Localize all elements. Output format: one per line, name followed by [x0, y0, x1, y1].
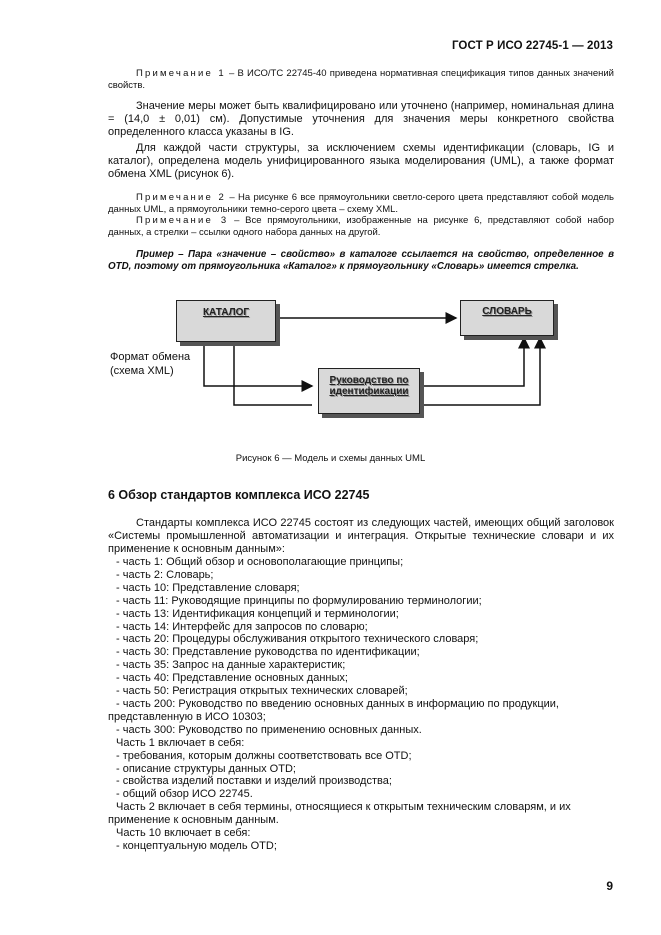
document-header: ГОСТ Р ИСО 22745-1 — 2013 [451, 40, 613, 52]
page-number: 9 [606, 879, 613, 893]
guide-label-line1: Руководство по [329, 375, 409, 386]
list-item: - часть 300: Руководство по применению основных данных. [116, 723, 422, 736]
guide-box [318, 368, 420, 414]
dictionary-box [460, 300, 554, 336]
list-item: - общий обзор ИСО 22745. [116, 788, 253, 801]
note-3-text: – Все прямоугольники, изображенные на рисунке 6, представляют собой набор данных, а стрелки – ссылки одного набора данных на другой. [108, 215, 614, 238]
note-3-label: Примечание 3 [136, 215, 229, 226]
example-body: Пример – Пара «значение – свойство» в каталоге ссылается на свойство, определенное в OTD, поэтому от прямоугольника «Каталог» к прямоугольнику «Словарь» имеется стрелка. [108, 249, 614, 272]
arrow-guide-to-dictionary-2 [418, 338, 540, 405]
list-item: - требования, которым должны соответствовать все OTD; [116, 749, 412, 762]
dictionary-label: СЛОВАРЬ [482, 306, 532, 317]
catalog-box [176, 300, 276, 342]
paragraph-measure-value: Значение меры может быть квалифицировано или уточнено (например, номинальная длина = (14,0 ± 0,01) см). Допустимые уточнения для значения меры конкретного свойства определенного класса указаны в IG. [108, 100, 614, 138]
part1-intro: Часть 1 включает в себя: [116, 736, 245, 749]
part10-intro: Часть 10 включает в себя: [116, 827, 251, 840]
figure-caption: Рисунок 6 — Модель и схемы данных UML [235, 453, 426, 464]
list-item: - часть 14: Интерфейс для запросов по словарю; [116, 620, 368, 633]
arrow-catalog-to-guide [204, 345, 312, 386]
list-item: - часть 200: Руководство по введению основных данных в информацию по продукции, представленную в ИСО 10303; [108, 697, 559, 723]
list-item: - часть 20: Процедуры обслуживания открытого технического словаря; [116, 633, 479, 646]
list-item: - описание структуры данных OTD; [116, 762, 296, 775]
line-catalog-to-guide-lower [234, 345, 312, 405]
note-1-label: Примечание 1 [136, 68, 226, 79]
part2-text: Часть 2 включает в себя термины, относящиеся к открытым техническим словарям, и их применение к основным данным. [108, 801, 571, 827]
guide-label-line2: идентификации [329, 386, 409, 397]
exchange-format-line2: (схема XML) [110, 365, 174, 377]
list-item: - концептуальную модель OTD; [116, 839, 277, 852]
list-item: - часть 11: Руководящие принципы по формулированию терминологии; [116, 594, 482, 607]
list-item: - часть 50: Регистрация открытых технических словарей; [116, 685, 408, 698]
list-item: - часть 1: Общий обзор и основополагающие принципы; [116, 556, 404, 568]
list-item: - часть 40: Представление основных данных; [116, 672, 348, 685]
list-item: - часть 10: Представление словаря; [116, 581, 300, 594]
arrow-guide-to-dictionary [418, 338, 524, 386]
exchange-format-line1: Формат обмена [110, 351, 191, 363]
section-intro: Стандарты комплекса ИСО 22745 состоят из следующих частей, имеющих общий заголовок «Системы промышленной автоматизации и интеграция. Открытые технические словари и их применение к основным данным»: [108, 517, 614, 555]
list-item: - часть 35: Запрос на данные характеристик; [116, 659, 346, 672]
list-item: - часть 13: Идентификация концепций и терминологии; [116, 607, 399, 620]
list-item: - часть 2: Словарь; [116, 568, 214, 581]
paragraph-uml-model: Для каждой части структуры, за исключением схемы идентификации (словарь, IG и каталог), определена модель унифицированного языка моделирования (UML), а также формат обмена XML (рисунок 6). [108, 142, 614, 180]
section-title: 6 Обзор стандартов комплекса ИСО 22745 [108, 488, 370, 502]
list-item: - свойства изделий поставки и изделий производства; [116, 775, 392, 788]
note-1-text: – В ИСО/ТС 22745-40 приведена нормативная спецификация типов данных значений свойств. [108, 68, 614, 91]
catalog-label: КАТАЛОГ [202, 307, 250, 318]
parts-list [108, 556, 614, 853]
note-2-label: Примечание 2 [136, 192, 227, 203]
list-item: - часть 30: Представление руководства по идентификации; [116, 646, 420, 659]
exchange-format-label [110, 350, 190, 378]
note-2-text: – На рисунке 6 все прямоугольники светло-серого цвета представляют собой модель данных UML, а прямоугольники темно-серого цвета – схему XML. [108, 192, 615, 215]
